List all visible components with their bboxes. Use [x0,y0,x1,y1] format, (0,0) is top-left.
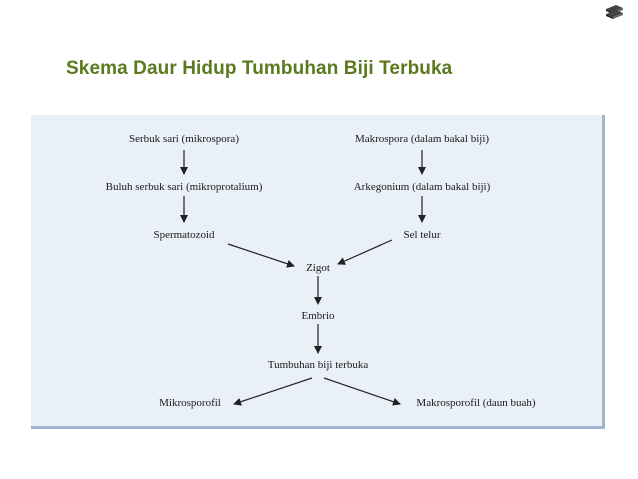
slide-title: Skema Daur Hidup Tumbuhan Biji Terbuka [66,58,453,79]
node-makrosporofil: Makrosporofil (daun buah) [416,397,536,409]
node-buluh-serbuk-sari: Buluh serbuk sari (mikroprotalium) [105,181,263,193]
node-serbuk-sari: Serbuk sari (mikrospora) [129,133,239,145]
node-spermatozoid: Spermatozoid [153,229,215,241]
node-tumbuhan-biji-terbuka: Tumbuhan biji terbuka [267,359,369,371]
node-mikrosporofil: Mikrosporofil [159,397,221,409]
node-sel-telur: Sel telur [403,229,441,241]
node-arkegonium: Arkegonium (dalam bakal biji) [353,181,491,193]
node-zigot: Zigot [306,262,330,274]
node-embrio: Embrio [301,310,335,322]
node-makrospora: Makrospora (dalam bakal biji) [354,133,490,145]
book-stack-icon [604,4,624,22]
